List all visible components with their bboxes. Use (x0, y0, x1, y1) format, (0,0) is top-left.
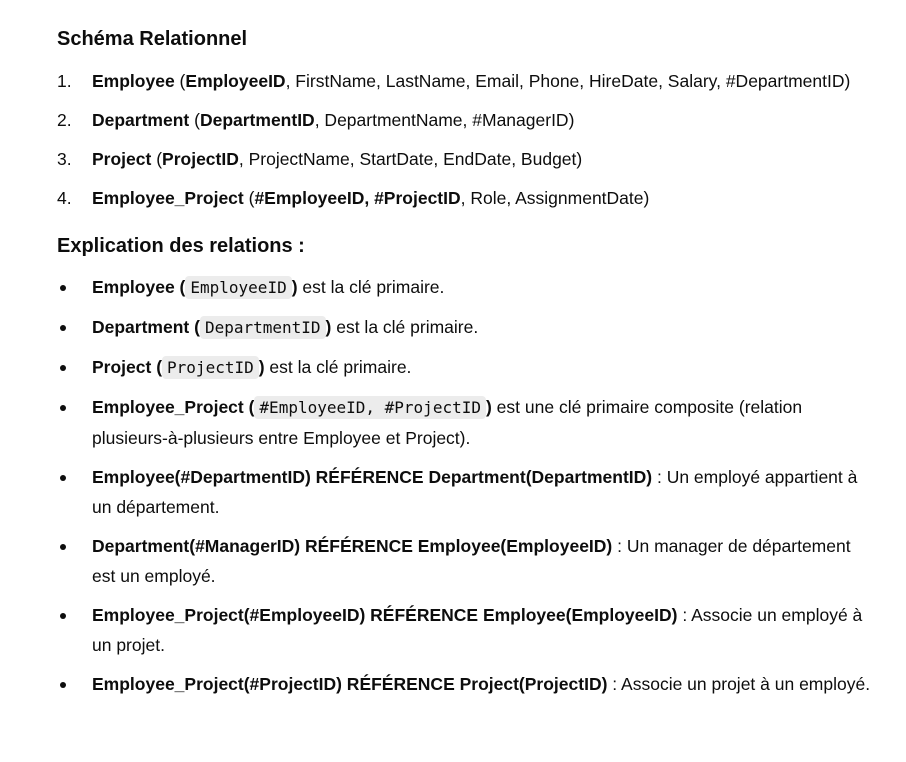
bullet-icon (60, 365, 66, 371)
attributes: , Role, AssignmentDate) (460, 188, 650, 208)
reference-item (57, 462, 872, 522)
list-number: 4. (57, 188, 72, 208)
reference-label: Employee_Project(#ProjectID) RÉFÉRENCE Project(ProjectID) (92, 674, 608, 694)
inline-code: DepartmentID (200, 316, 326, 339)
primary-key: DepartmentID (199, 110, 315, 130)
inline-code: EmployeeID (185, 276, 291, 299)
list-number: 3. (57, 149, 72, 169)
paren-open: ( (174, 71, 186, 91)
reference-text: : Associe un employé à un projet. (92, 605, 863, 655)
reference-text: : Un employé appartient à un département. (92, 467, 858, 517)
reference-text: : Un manager de département est un employé. (92, 536, 851, 586)
paren-open: ( (189, 110, 200, 130)
entity-name: Employee_Project (92, 188, 244, 208)
bullet-icon (60, 475, 66, 481)
schema-item (57, 144, 872, 174)
primary-key: ProjectID (162, 149, 239, 169)
reference-label: Employee_Project(#EmployeeID) RÉFÉRENCE Employee(EmployeeID) (92, 605, 678, 625)
reference-label: Employee(#DepartmentID) RÉFÉRENCE Department(DepartmentID) (92, 467, 653, 487)
entity-label: Project ( (92, 357, 163, 377)
list-number: 2. (57, 110, 72, 130)
bullet-icon (60, 544, 66, 550)
reference-label: Department(#ManagerID) RÉFÉRENCE Employee(EmployeeID) (92, 536, 613, 556)
reference-text: : Associe un projet à un employé. (607, 674, 871, 694)
schema-list (57, 66, 872, 213)
list-number: 1. (57, 71, 72, 91)
entity-label: Department ( (92, 317, 200, 337)
schema-item (57, 105, 872, 135)
entity-label: Employee ( (92, 277, 186, 297)
bullet-icon (60, 325, 66, 331)
entity-name: Project (92, 149, 152, 169)
paren-open: ( (151, 149, 163, 169)
primary-key: EmployeeID (185, 71, 286, 91)
entity-name: Department (92, 110, 190, 130)
reference-item (57, 600, 872, 660)
entity-label: Employee_Project ( (92, 397, 255, 417)
paren-close: ) (325, 317, 332, 337)
attributes: , ProjectName, StartDate, EndDate, Budget) (238, 149, 583, 169)
relations-list (57, 272, 872, 699)
inline-code: ProjectID (162, 356, 259, 379)
bullet-icon (60, 285, 66, 291)
entity-name: Employee (92, 71, 175, 91)
attributes: , DepartmentName, #ManagerID) (314, 110, 575, 130)
paren-close: ) (258, 357, 265, 377)
key-explanation-item (57, 352, 872, 383)
paren-close: ) (291, 277, 298, 297)
key-explanation-item (57, 392, 872, 453)
explanation-text: est une clé primaire composite (relation plusieurs-à-plusieurs entre Employee et Project). (92, 397, 803, 448)
bullet-icon (60, 682, 66, 688)
inline-code: #EmployeeID, #ProjectID (254, 396, 486, 419)
schema-item (57, 66, 872, 96)
bullet-icon (60, 613, 66, 619)
explanation-text: est la clé primaire. (264, 357, 412, 377)
bullet-icon (60, 405, 66, 411)
explanation-text: est la clé primaire. (297, 277, 445, 297)
paren-close: ) (485, 397, 492, 417)
schema-heading: Schéma Relationnel (57, 28, 248, 50)
reference-item (57, 531, 872, 591)
schema-item (57, 183, 872, 213)
attributes: , FirstName, LastName, Email, Phone, HireDate, Salary, #DepartmentID) (285, 71, 851, 91)
paren-open: ( (243, 188, 255, 208)
key-explanation-item (57, 312, 872, 343)
primary-key: #EmployeeID, #ProjectID (254, 188, 461, 208)
key-explanation-item (57, 272, 872, 303)
explanation-text: est la clé primaire. (331, 317, 479, 337)
relations-heading: Explication des relations : (57, 235, 305, 257)
reference-item (57, 669, 872, 699)
